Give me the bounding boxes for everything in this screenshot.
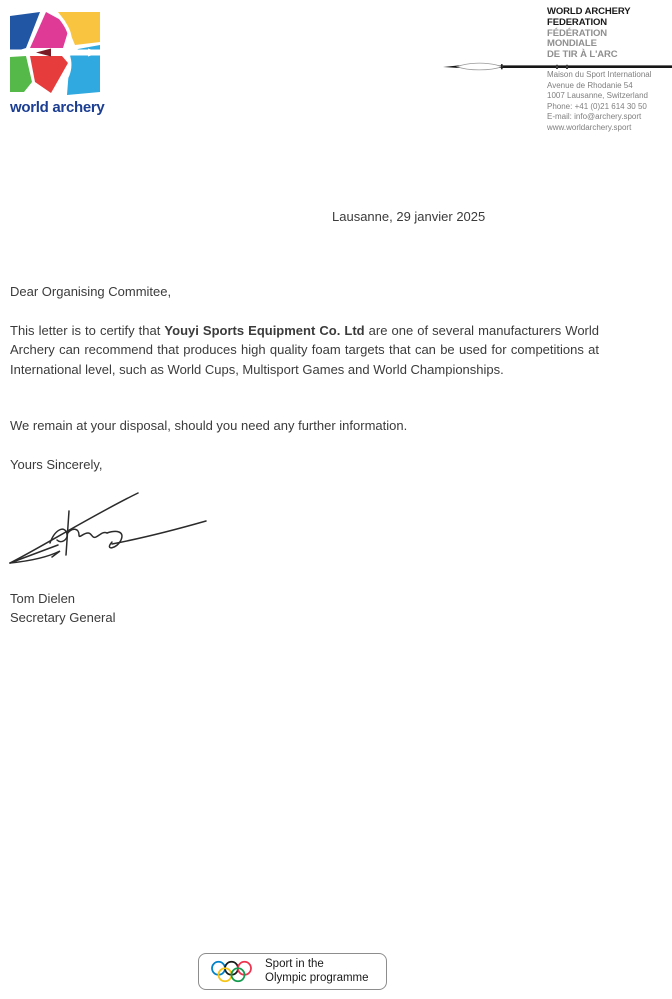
- signer-name: Tom Dielen: [10, 591, 76, 606]
- company-name: Youyi Sports Equipment Co. Ltd: [164, 323, 365, 338]
- logo-wordmark: world archery: [10, 99, 105, 116]
- address-line: www.worldarchery.sport: [547, 122, 632, 132]
- federation-title-line: DE TIR À L'ARC: [547, 49, 618, 61]
- body-text-after: are one of several manufacturers World Archery can recommend that produces high quality foam targets that can be used for competitions at International level, such as World Cups, Multisport Games and World Championships.: [10, 323, 599, 377]
- signoff: Yours Sincerely,: [10, 457, 103, 472]
- world-archery-logo-icon: [10, 12, 100, 96]
- olympic-rings-icon: [208, 959, 255, 985]
- federation-title-line: MONDIALE: [547, 38, 597, 50]
- olympic-text-line1: Sport in the: [265, 958, 324, 970]
- olympic-programme-text: [265, 958, 369, 985]
- federation-title: [547, 7, 631, 61]
- address-line: Maison du Sport International: [547, 70, 652, 79]
- address-line: Avenue de Rhodanie 54: [547, 80, 633, 90]
- address-line: 1007 Lausanne, Switzerland: [547, 91, 648, 100]
- date-line: Lausanne, 29 janvier 2025: [332, 209, 486, 224]
- signer-title: Secretary General: [10, 610, 116, 625]
- closing-line: We remain at your disposal, should you need any further information.: [10, 418, 408, 433]
- federation-title-line: FÉDÉRATION: [547, 27, 608, 39]
- address-block: [547, 70, 652, 133]
- address-line: E-mail: info@archery.sport: [547, 112, 642, 121]
- olympic-text-line2: Olympic programme: [265, 971, 369, 984]
- federation-title-line: FEDERATION: [547, 16, 608, 28]
- olympic-programme-badge: [198, 953, 387, 990]
- salutation: Dear Organising Commitee,: [10, 284, 172, 299]
- address-line: Phone: +41 (0)21 614 30 50: [547, 101, 647, 111]
- world-archery-logo: [10, 12, 110, 116]
- body-text-before: This letter is to certify that: [10, 323, 165, 338]
- signature-image: [8, 487, 210, 567]
- federation-title-line: WORLD ARCHERY: [547, 6, 631, 17]
- body-paragraph: [10, 321, 599, 379]
